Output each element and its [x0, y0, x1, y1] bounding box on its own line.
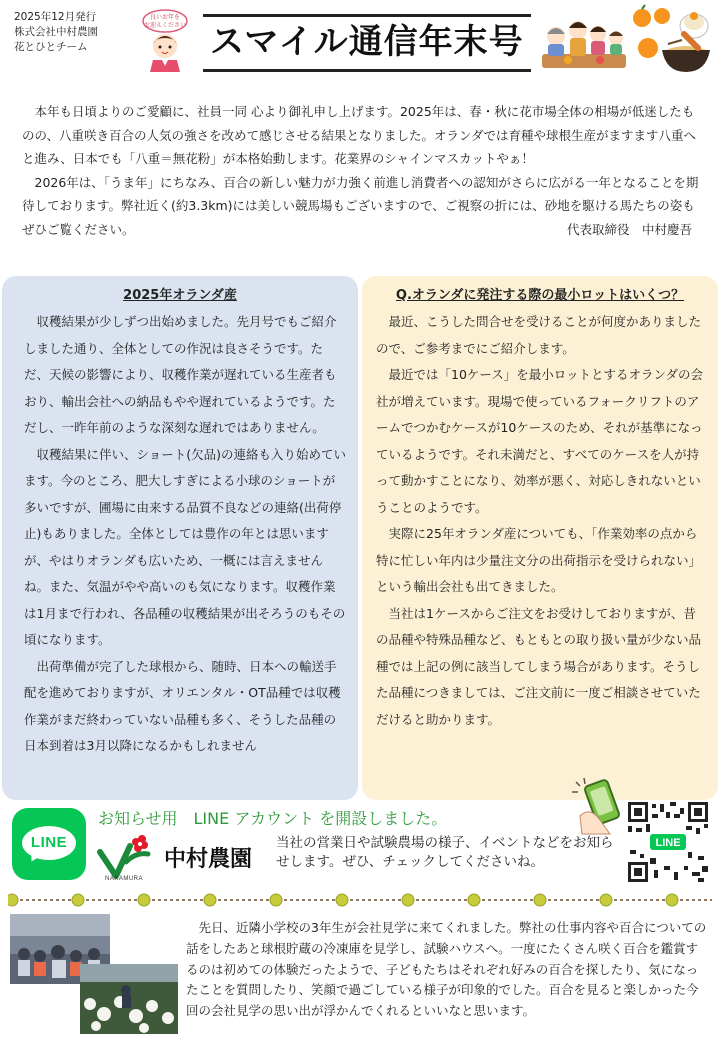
- qa-paragraph-1: 最近、こうした問合せを受けることが何度かありましたので、ご参考までにご紹介します。: [376, 314, 702, 356]
- issue-info: [14, 10, 98, 55]
- school-visit-paragraph: 先日、近隣小学校の3年生が会社見学に来てくれました。弊社の仕事内容や百合についての話をしたあと球根貯蔵の冷凍庫を見学し、試験ハウスへ。一度にたくさん咲く百合を鑑賞するのは初めての体験だったようで、子どもたちはそれぞれ好みの百合を探したり、気になったことを質問したり、笑顔で過ごしている様子が印象的でした。百合を見ると楽しかった今回の会社見学の思い出が浮かんでくれるといいなと思います。: [186, 920, 707, 1019]
- netherlands-harvest-panel: [2, 276, 358, 800]
- qr-code-icon[interactable]: [626, 800, 710, 884]
- svg-text:良いお年を: 良いお年を: [149, 14, 181, 21]
- harvest-paragraph-3: 出荷準備が完了した球根から、随時、日本への輸送手配を進めておりますが、オリエンタル・OT品種では収穫作業がまだ終わっていない品種も多く、そうした品種の日本到着は3月以降になるかもしれません: [24, 658, 341, 753]
- qa-paragraph-2: 最近では「10ケース」を最小ロットとするオランダの会社が増えています。現場で使っているフォークリフトのアームでつかむケースが10ケースのため、それが基準になっているようです。それ未満だと、すべてのケースを人が持って動かすことになり、効率が悪く、対応しきれないということのようです。: [376, 367, 704, 515]
- company-label: 株式会社中村農園: [14, 26, 98, 38]
- signature: 代表取締役 中村慶吾: [566, 221, 692, 237]
- line-message: 当社の営業日や試験農場の様子、イベントなどをお知らせします。ぜひ、チェックしてくださいね。: [276, 835, 614, 870]
- dotted-divider: [8, 892, 712, 908]
- netherlands-harvest-body: [24, 309, 346, 760]
- harvest-paragraph-2: 収穫結果に伴い、ショート(欠品)の連絡も入り始めています。今のところ、肥大しすぎによる小球のショートが多いですが、圃場に由来する品質不良などの連絡(出荷停止)もありました。全体としては豊作の年とは思いますが、やはりオランダも広いため、一概には言えませんね。また、気温がやや高いのも気になります。収穫作業は1月まで行われ、各品種の収穫結果が出そろうのもその頃になります。: [24, 446, 347, 647]
- page-title: スマイル通信年末号: [210, 22, 524, 62]
- greeting-section: [22, 100, 702, 241]
- family-new-year-illustration: [538, 6, 630, 74]
- lily-greenhouse-photo: [80, 964, 178, 1034]
- svg-text:お迎えください: お迎えください: [143, 22, 187, 29]
- harvest-paragraph-1: 収穫結果が少しずつ出始めました。先月号でもご紹介しました通り、全体としての作況は良さそうです。ただ、天候の影響により、収穫作業が遅れている生産者もおり、輸出会社への納品もやや遅れているようです。ただし、一昨年前のような深刻な遅れではありません。: [24, 314, 337, 435]
- qa-paragraph-3: 実際に25年オランダ産についても、「作業効率の点から特に忙しい年内は少量注文分の出荷指示を受けられない」という輸出会社も出てきました。: [376, 526, 702, 594]
- company-logo-caption: NAKAMURA: [104, 876, 143, 882]
- issue-date: 2025年12月発行: [14, 11, 97, 23]
- line-logo-text: LINE: [30, 834, 68, 851]
- greeting-paragraph-2: 2026年は、「うま年」にちなみ、百合の新しい魅力が力強く前進し消費者への認知がさらに広がる一年となることを期待しております。弊社近く(約3.3km)には美しい競馬場もございますので、ご視察の折には、砂地を駆ける馬たちの姿もぜひご覧ください。: [22, 174, 699, 237]
- netherlands-harvest-title: 2025年オランダ産: [123, 288, 237, 303]
- girl-mascot-icon: [134, 8, 196, 72]
- qa-paragraph-4: 当社は1ケースからご注文をお受けしておりますが、昔の品種や特殊品種など、もともとの取り扱い量が少ない品種では上記の例に該当してしまう場合があります。そうした品種につきましては、ご注文前に一度ご相談させていただけると助かります。: [376, 605, 702, 727]
- line-announcement-heading: お知らせ用 LINE アカウント を開設しました。: [98, 809, 448, 828]
- school-visit-text: [186, 918, 710, 1022]
- greeting-paragraph-1: 本年も日頃よりのご愛顧に、社員一同 心より御礼申し上げます。2025年は、春・秋に花市場全体の相場が低迷したものの、八重咲き百合の人気の強さを改めて感じさせる結果となりました。オランダでは育種や球根生産がますます八重へと進み、日本でも「八重＝無花粉」が本格始動します。花業界のシャインマスカットやぁ！: [22, 104, 697, 166]
- company-name: 中村農園: [164, 847, 253, 872]
- qr-code-label: LINE: [655, 837, 681, 849]
- new-year-food-illustration: [628, 4, 714, 76]
- nakamura-logo-icon: [96, 832, 152, 882]
- minimum-lot-qa-title: Q.オランダに発注する際の最小ロットはいくつ？: [395, 288, 685, 303]
- team-label: 花とひとチーム: [14, 41, 88, 53]
- minimum-lot-qa-body: [376, 309, 706, 733]
- hand-phone-icon: [570, 776, 626, 836]
